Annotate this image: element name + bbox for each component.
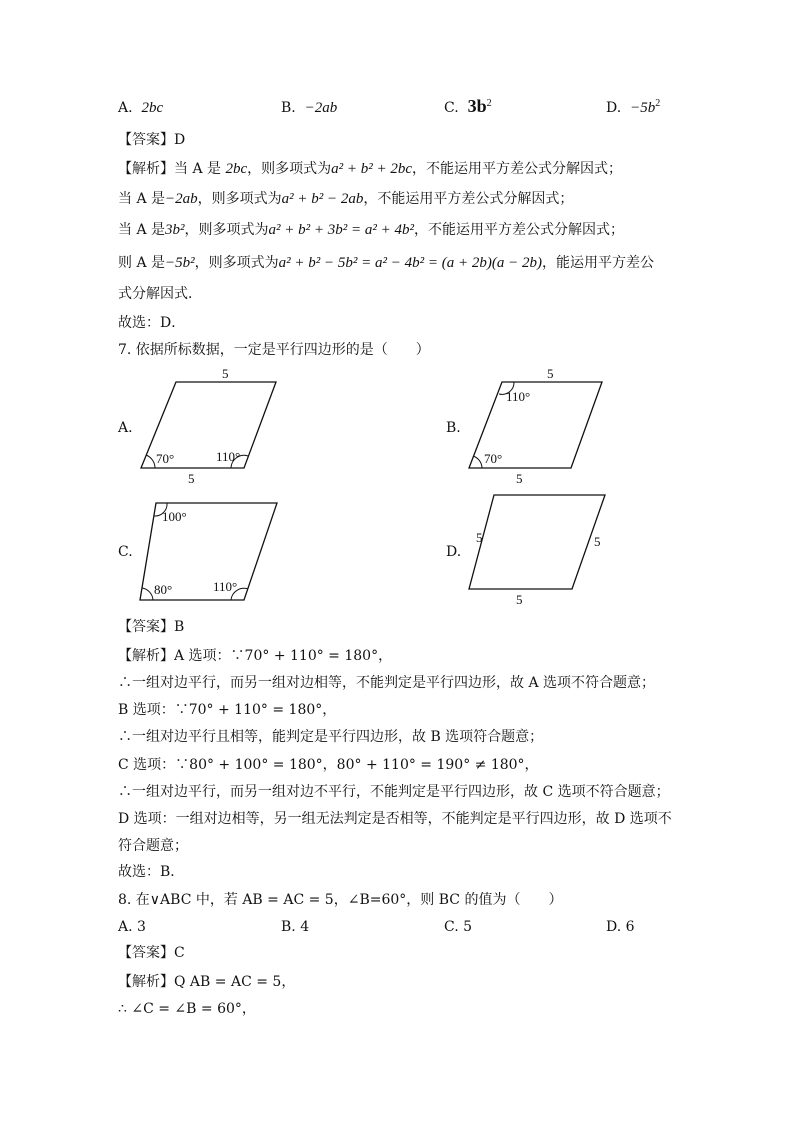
side-top: 5 [547,366,554,381]
q6-analysis-1 [118,159,622,179]
side-top: 5 [222,366,229,381]
text: ，则多项式为 [247,161,332,177]
q8-option-d: D. 6 [606,919,635,935]
fig-a-label: A. [118,420,133,436]
math-expr: a² + b² + 3b² = a² + 4b² [268,222,414,238]
math-expr: a² + b² − 5b² = a² − 4b² = (a + 2b)(a − 2b) [278,255,542,271]
text: ，则多项式为 [197,191,282,207]
q7-analysis-1: 【解析】A 选项：∵70° + 110° = 180°， [118,648,393,664]
angle-right: 110° [216,449,241,464]
angle-bottom: 70° [484,451,503,466]
text: 则 A 是 [118,255,166,271]
q8-option-c: C. 5 [444,919,473,935]
angle-arc [146,455,155,468]
angle-left: 70° [156,451,175,466]
q8-stem: 8. 在∨ABC 中，若 AB = AC = 5，∠B=60°，则 BC 的值为（ ） [118,892,563,908]
text: ，不能运用平方差公式分解因式； [363,191,574,207]
angle-top: 110° [506,389,531,404]
q6-answer: 【答案】D [118,132,186,148]
q6-analysis-5: 式分解因式． [118,286,202,302]
option-d: D. $-5b^2$ [606,98,661,116]
math: −2ab [165,191,198,207]
option-b-label: B. [281,100,296,116]
figure-d-quadrilateral [464,488,614,610]
q6-analysis-2 [118,189,573,209]
figure-a-parallelogram [136,364,286,486]
q8-analysis-2: ∴ ∠C = ∠B = 60°， [118,1001,256,1017]
fig-c-label: C. [118,544,133,560]
option-c: C. $3b^2$ [444,96,492,116]
text: ，不能运用平方差公式分解因式； [412,161,623,177]
q8-analysis-1: 【解析】Q AB = AC = 5， [118,974,296,990]
q7-pick: 故选：B． [118,864,185,880]
q6-analysis-3 [118,220,624,240]
angle-arc [473,456,482,468]
option-d-label: D. [606,100,622,116]
option-a-label: A. [118,100,133,116]
angle-bottom-left: 80° [154,582,173,597]
figure-b-parallelogram [464,364,614,486]
option-c-value: 3b [467,96,487,116]
figure-c-quadrilateral [136,496,286,606]
q7-analysis-5: C 选项：∵80° + 100° = 180°，80° + 110° = 190° ≠ 180°， [118,757,539,773]
q7-answer: 【答案】B [118,619,185,635]
option-b-value: −2ab [304,100,338,116]
option-a-value: 2bc [141,100,164,116]
fig-d-label: D. [446,544,462,560]
math: 3b² [165,222,185,238]
option-d-value: −5b [630,100,656,116]
angle-top: 100° [162,509,187,524]
shape-d [469,495,605,589]
side-bottom: 5 [516,592,523,607]
side-left: 5 [476,530,483,545]
math: −5b² [165,255,195,271]
text: ，则多项式为 [194,255,279,271]
angle-arc [142,588,153,600]
option-b [281,98,337,118]
math-expr: a² + b² − 2ab [281,191,364,207]
fig-b-label: B. [446,420,461,436]
option-c-label: C. [444,100,459,116]
q7-analysis-6: ∴一组对边平行，而另一组对边不平行，不能判定是平行四边形，故 C 选项不符合题意； [118,784,670,800]
text: 当 A 是 [174,161,226,177]
q8-answer: 【答案】C [118,945,185,961]
q6-pick: 故选：D． [118,315,186,331]
text: ，则多项式为 [184,222,269,238]
q7-analysis-8: 符合题意； [118,838,188,854]
text: 当 A 是 [118,222,166,238]
text: ，不能运用平方差公式分解因式； [414,222,624,238]
text: ，能运用平方差公 [541,255,654,271]
q8-option-b: B. 4 [281,919,310,935]
q7-analysis-3: B 选项：∵70° + 110° = 180°， [118,702,337,718]
angle-bottom-right: 110° [213,579,238,594]
q7-stem: 7. 依据所标数据，一定是平行四边形的是（ ） [118,342,430,358]
q7-analysis-2: ∴一组对边平行，而另一组对边相等，不能判定是平行四边形，故 A 选项不符合题意； [118,675,656,691]
side-bottom: 5 [188,471,195,486]
q8-option-a: A. 3 [118,919,146,935]
q7-analysis-7: D 选项：一组对边相等，另一组无法判定是否相等，不能判定是平行四边形，故 D 选项不 [118,811,672,827]
side-bottom: 5 [516,471,523,486]
option-a [118,98,163,118]
q6-analysis-4 [118,253,654,273]
q7-analysis-4: ∴一组对边平行且相等，能判定是平行四边形，故 B 选项符合题意； [118,729,544,745]
analysis-tag: 【解析】 [118,161,174,177]
math-expr: a² + b² + 2bc [331,161,413,177]
side-right: 5 [594,534,601,549]
text: 当 A 是 [118,191,166,207]
math: 2bc [225,161,248,177]
